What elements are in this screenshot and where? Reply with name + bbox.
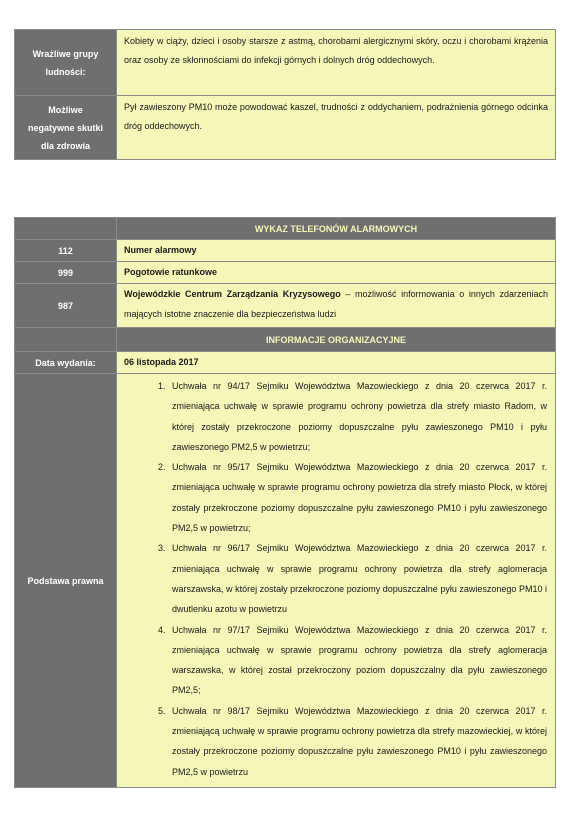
- org-header: INFORMACJE ORGANIZACYJNE: [117, 328, 556, 352]
- legal-basis-item: 2. Uchwała nr 95/17 Sejmiku Województwa Mazowieckiego z dnia 20 czerwca 2017 r. zmieniająca uchwałę w sprawie programu ochrony powietrza dla strefy miasto Płock, w której zostały przekroczone poziomy dopuszczalne pyłu zawieszonego PM10 i pyłu zawieszonego PM2,5 w powietrzu;: [168, 457, 547, 538]
- health-effects-text: Pył zawieszony PM10 może powodować kaszel, trudności z oddychaniem, podrażnienia górnego odcinka dróg oddechowych.: [117, 96, 556, 160]
- legal-basis-cell: [117, 374, 556, 788]
- phone-number: 999: [15, 262, 117, 284]
- issue-date-label: Data wydania:: [15, 352, 117, 374]
- health-effects-label-line: negatywne skutki: [27, 122, 104, 133]
- legal-basis-label: Podstawa prawna: [15, 374, 117, 788]
- sensitive-groups-label-line: ludności:: [45, 66, 86, 77]
- phone-number: 112: [15, 240, 117, 262]
- phone-name: Pogotowie ratunkowe: [117, 262, 556, 284]
- health-effects-label: [15, 96, 117, 160]
- organization-table: [14, 217, 556, 788]
- phones-header: WYKAZ TELEFONÓW ALARMOWYCH: [117, 218, 556, 240]
- sensitive-groups-label: [15, 30, 117, 96]
- legal-basis-list: [124, 376, 547, 782]
- phone-name: Numer alarmowy: [117, 240, 556, 262]
- header-blank-cell: [15, 328, 117, 352]
- header-blank-cell: [15, 218, 117, 240]
- sensitive-groups-label-line: Wrażliwe grupy: [32, 48, 99, 59]
- phone-number: 987: [15, 284, 117, 328]
- phone-entry: [117, 284, 556, 328]
- phone-name: Wojewódzkie Centrum Zarządzania Kryzysowego: [124, 289, 341, 299]
- health-effects-label-line: Możliwe: [48, 104, 83, 115]
- legal-basis-item: 4. Uchwała nr 97/17 Sejmiku Województwa Mazowieckiego z dnia 20 czerwca 2017 r. zmieniająca uchwałę w sprawie programu ochrony powietrza dla strefy aglomeracja warszawska, w której został przekroczony poziom dopuszczalny dla pyłu zawieszonego PM2,5;: [168, 620, 547, 701]
- health-info-table: [14, 29, 556, 160]
- health-effects-label-line: dla zdrowia: [40, 140, 90, 151]
- issue-date-value: 06 listopada 2017: [117, 352, 556, 374]
- legal-basis-item: 3. Uchwała nr 96/17 Sejmiku Województwa Mazowieckiego z dnia 20 czerwca 2017 r. zmieniająca uchwałę w sprawie programu ochrony powietrza dla strefy aglomeracja warszawska, w której zostały przekroczone poziomy dopuszczalne pyłu zawieszonego PM10 i dwutlenku azotu w powietrzu: [168, 538, 547, 619]
- sensitive-groups-text: Kobiety w ciąży, dzieci i osoby starsze z astmą, chorobami alergicznymi skóry, oczu i chorobami krążenia oraz osoby ze skłonnościami do infekcji górnych i dolnych dróg oddechowych.: [117, 30, 556, 96]
- legal-basis-item: 1. Uchwała nr 94/17 Sejmiku Województwa Mazowieckiego z dnia 20 czerwca 2017 r. zmieniająca uchwałę w sprawie programu ochrony powietrza dla strefy miasto Radom, w której zostały przekroczone poziomy dopuszczalne pyłu zawieszonego PM10 i pyłu zawieszonego PM2,5 w powietrzu;: [168, 376, 547, 457]
- phone-description: – możliwość informowania o innych zdarzeniach mających istotne znaczenie dla bezpieczeństwa ludzi: [124, 289, 548, 319]
- legal-basis-item: 5. Uchwała nr 98/17 Sejmiku Województwa Mazowieckiego z dnia 20 czerwca 2017 r. zmieniającą uchwałę w sprawie programu ochrony powietrza dla strefy mazowieckiej, w której zostały przekroczone poziomy dopuszczalne pyłu zawieszonego PM10 i pyłu zawieszonego PM2,5 w powietrzu: [168, 701, 547, 782]
